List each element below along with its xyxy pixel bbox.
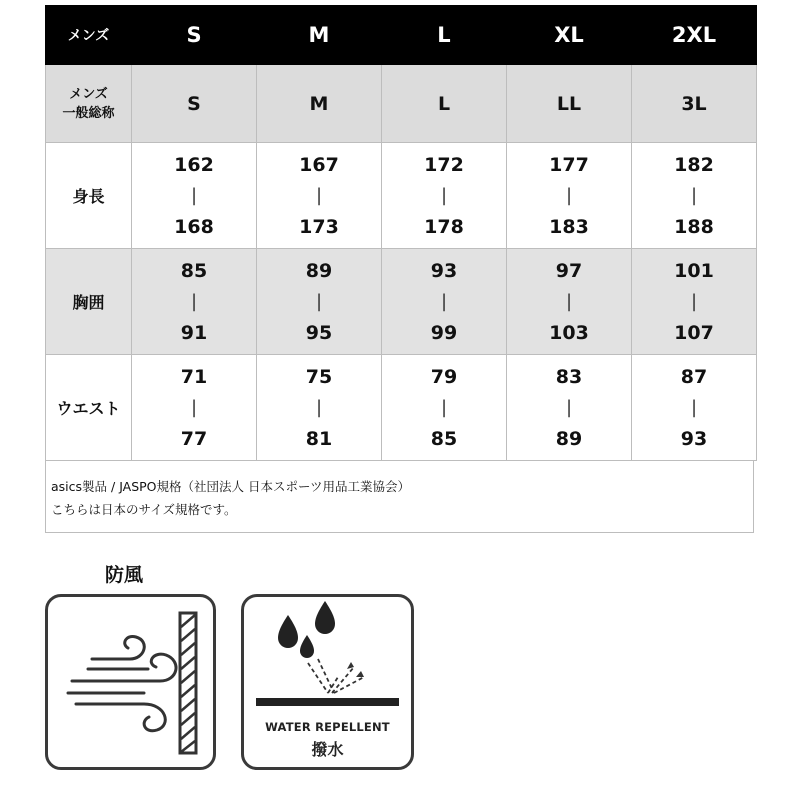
range-separator: | bbox=[440, 397, 448, 418]
note-line-2: こちらは日本のサイズ規格です。 bbox=[51, 502, 237, 517]
range-max: 95 bbox=[305, 321, 333, 344]
size-header-row bbox=[46, 6, 757, 65]
range-stack bbox=[132, 260, 256, 344]
height-row bbox=[46, 143, 757, 249]
range-stack bbox=[257, 154, 381, 238]
measurement-cell bbox=[257, 249, 382, 355]
range-min: 89 bbox=[305, 259, 333, 282]
range-min: 97 bbox=[555, 259, 583, 282]
size-header-cell: 2XL bbox=[632, 6, 757, 65]
range-stack bbox=[382, 154, 506, 238]
range-max: 91 bbox=[180, 321, 208, 344]
range-min: 75 bbox=[305, 365, 333, 388]
range-stack bbox=[132, 154, 256, 238]
range-min: 93 bbox=[430, 259, 458, 282]
range-separator: | bbox=[690, 291, 698, 312]
windproof-title: 防風 bbox=[105, 564, 144, 586]
range-min: 177 bbox=[549, 153, 589, 176]
range-min: 167 bbox=[299, 153, 339, 176]
wind-barrier-icon bbox=[48, 597, 213, 767]
range-max: 77 bbox=[180, 427, 208, 450]
range-separator: | bbox=[315, 397, 323, 418]
range-stack bbox=[632, 366, 756, 450]
range-max: 85 bbox=[430, 427, 458, 450]
size-header-cell: L bbox=[382, 6, 507, 65]
size-notes bbox=[45, 461, 754, 533]
size-header-cell: S bbox=[132, 6, 257, 65]
measurement-cell bbox=[507, 143, 632, 249]
alias-cell: LL bbox=[507, 65, 632, 143]
size-alias-row bbox=[46, 65, 757, 143]
range-separator: | bbox=[315, 291, 323, 312]
measurement-label: 胸囲 bbox=[46, 249, 132, 355]
range-separator: | bbox=[565, 397, 573, 418]
range-max: 168 bbox=[174, 215, 214, 238]
range-stack bbox=[632, 260, 756, 344]
range-max: 188 bbox=[674, 215, 714, 238]
measurement-cell bbox=[507, 355, 632, 461]
measurement-cell bbox=[632, 143, 757, 249]
range-min: 101 bbox=[674, 259, 714, 282]
measurement-label: 身長 bbox=[46, 143, 132, 249]
header-label: メンズ bbox=[46, 6, 132, 65]
range-min: 172 bbox=[424, 153, 464, 176]
measurement-cell bbox=[257, 143, 382, 249]
windproof-badge bbox=[45, 594, 216, 770]
note-line-1: asics製品 / JASPO規格（社団法人 日本スポーツ用品工業協会） bbox=[51, 479, 410, 494]
water-repellent-badge bbox=[241, 594, 414, 770]
measurement-cell bbox=[132, 355, 257, 461]
range-separator: | bbox=[690, 185, 698, 206]
range-separator: | bbox=[190, 291, 198, 312]
water-drops-icon bbox=[244, 597, 411, 717]
range-max: 183 bbox=[549, 215, 589, 238]
range-stack bbox=[632, 154, 756, 238]
range-separator: | bbox=[440, 185, 448, 206]
alias-cell: 3L bbox=[632, 65, 757, 143]
alias-cell: M bbox=[257, 65, 382, 143]
size-chart-table bbox=[45, 5, 757, 461]
size-header-cell: XL bbox=[507, 6, 632, 65]
range-stack bbox=[507, 260, 631, 344]
measurement-cell bbox=[507, 249, 632, 355]
range-max: 103 bbox=[549, 321, 589, 344]
measurement-cell bbox=[382, 355, 507, 461]
range-max: 89 bbox=[555, 427, 583, 450]
range-stack bbox=[257, 366, 381, 450]
range-separator: | bbox=[440, 291, 448, 312]
water-repellent-label-jp: 撥水 bbox=[311, 740, 344, 759]
range-max: 107 bbox=[674, 321, 714, 344]
measurement-cell bbox=[382, 249, 507, 355]
range-max: 178 bbox=[424, 215, 464, 238]
range-min: 87 bbox=[680, 365, 708, 388]
measurement-cell bbox=[632, 355, 757, 461]
range-min: 162 bbox=[174, 153, 214, 176]
range-stack bbox=[507, 366, 631, 450]
range-separator: | bbox=[565, 291, 573, 312]
waist-row bbox=[46, 355, 757, 461]
alias-cell: L bbox=[382, 65, 507, 143]
range-min: 182 bbox=[674, 153, 714, 176]
measurement-cell bbox=[257, 355, 382, 461]
measurement-cell bbox=[632, 249, 757, 355]
range-stack bbox=[257, 260, 381, 344]
range-min: 71 bbox=[180, 365, 208, 388]
range-min: 83 bbox=[555, 365, 583, 388]
range-max: 173 bbox=[299, 215, 339, 238]
range-max: 99 bbox=[430, 321, 458, 344]
range-separator: | bbox=[315, 185, 323, 206]
chest-row bbox=[46, 249, 757, 355]
water-repellent-label-en: WATER REPELLENT bbox=[265, 720, 390, 734]
range-separator: | bbox=[565, 185, 573, 206]
measurement-cell bbox=[132, 143, 257, 249]
range-stack bbox=[507, 154, 631, 238]
range-stack bbox=[382, 260, 506, 344]
measurement-cell bbox=[382, 143, 507, 249]
size-header-cell: M bbox=[257, 6, 382, 65]
measurement-cell bbox=[132, 249, 257, 355]
range-min: 85 bbox=[180, 259, 208, 282]
measurement-label: ウエスト bbox=[46, 355, 132, 461]
range-separator: | bbox=[190, 185, 198, 206]
range-max: 93 bbox=[680, 427, 708, 450]
range-separator: | bbox=[690, 397, 698, 418]
alias-cell: S bbox=[132, 65, 257, 143]
range-stack bbox=[132, 366, 256, 450]
alias-row-label: メンズ 一般総称 bbox=[46, 65, 132, 143]
range-max: 81 bbox=[305, 427, 333, 450]
range-separator: | bbox=[190, 397, 198, 418]
range-min: 79 bbox=[430, 365, 458, 388]
range-stack bbox=[382, 366, 506, 450]
